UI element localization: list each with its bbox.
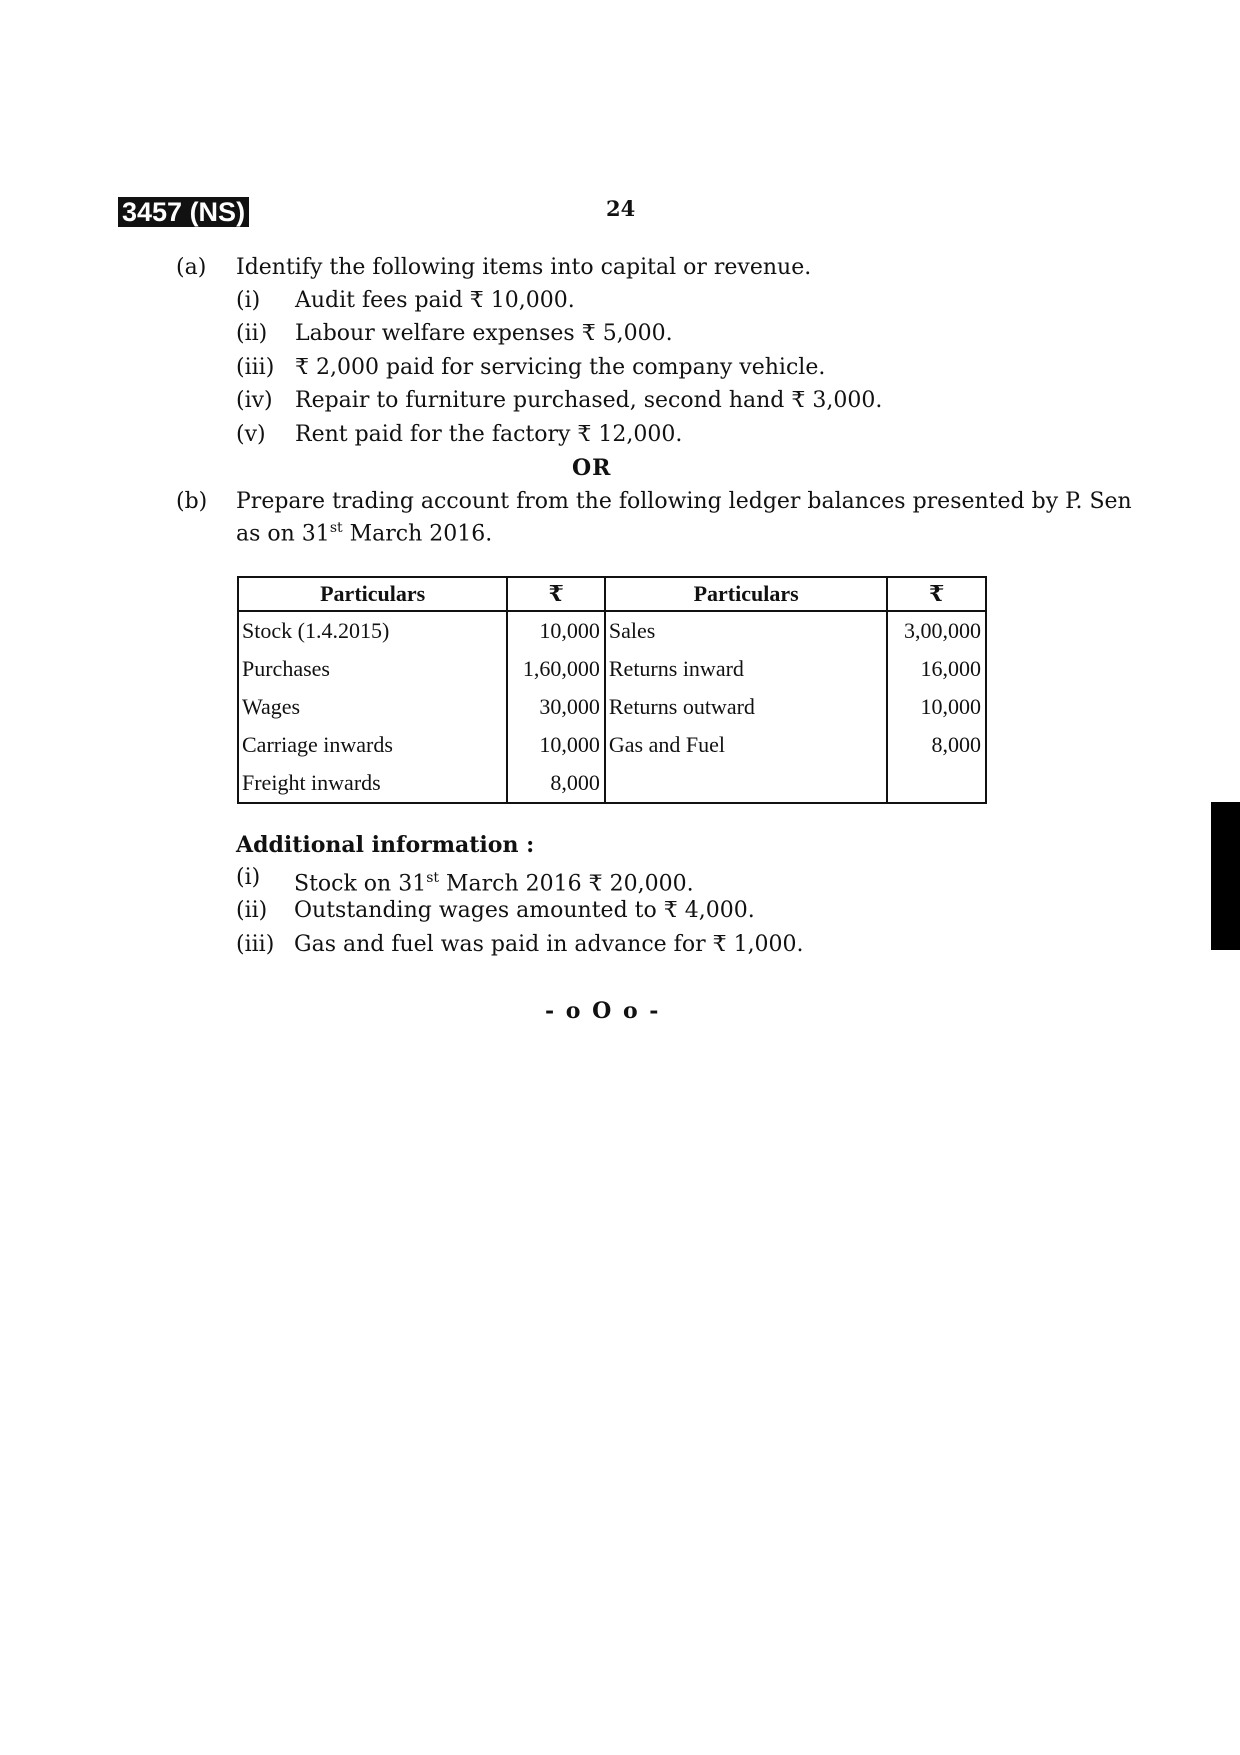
- item-text: Stock on 31st March 2016 ₹ 20,000.: [294, 870, 694, 897]
- table-cell: 30,000: [507, 688, 605, 726]
- table-row: [238, 688, 986, 726]
- item-text: Audit fees paid ₹ 10,000.: [295, 288, 575, 313]
- table-cell: Sales: [605, 611, 888, 650]
- item-number: (i): [236, 288, 261, 313]
- question-a-label: (a): [176, 255, 207, 280]
- table-cell: Returns inward: [605, 650, 888, 688]
- item-text: Repair to furniture purchased, second hand ₹ 3,000.: [295, 388, 883, 413]
- table-cell: Wages: [238, 688, 507, 726]
- table-cell: Returns outward: [605, 688, 888, 726]
- table-cell: Freight inwards: [238, 764, 507, 803]
- column-header: ₹: [507, 577, 605, 611]
- table-cell: 8,000: [507, 764, 605, 803]
- question-b-prompt-line1: Prepare trading account from the following ledger balances presented by P. Sen: [236, 489, 1132, 514]
- item-text: Outstanding wages amounted to ₹ 4,000.: [294, 898, 755, 923]
- paper-code-badge: 3457 (NS): [118, 197, 249, 227]
- table-cell: 10,000: [887, 688, 986, 726]
- item-number: (iii): [236, 355, 275, 380]
- page-edge-tab-marker: [1211, 802, 1240, 950]
- or-separator: OR: [572, 455, 612, 481]
- table-cell: Carriage inwards: [238, 726, 507, 764]
- table-row: [238, 650, 986, 688]
- ledger-balances-table: [237, 576, 987, 804]
- table-cell: 10,000: [507, 611, 605, 650]
- item-number: (ii): [236, 321, 268, 346]
- item-number: (iv): [236, 388, 273, 413]
- column-header: Particulars: [238, 577, 507, 611]
- item-text: Labour welfare expenses ₹ 5,000.: [295, 321, 673, 346]
- question-a-prompt: Identify the following items into capital or revenue.: [236, 255, 812, 280]
- table-cell: 16,000: [887, 650, 986, 688]
- table-cell: 8,000: [887, 726, 986, 764]
- item-number: (ii): [236, 898, 268, 923]
- table-cell: Gas and Fuel: [605, 726, 888, 764]
- question-b-prompt-line2: as on 31st March 2016.: [236, 520, 493, 547]
- question-b-label: (b): [176, 489, 208, 514]
- table-cell: [887, 764, 986, 803]
- table-cell: Stock (1.4.2015): [238, 611, 507, 650]
- table-row: [238, 764, 986, 803]
- page-number: 24: [606, 196, 636, 221]
- item-number: (i): [236, 865, 261, 890]
- item-number: (v): [236, 422, 266, 447]
- additional-info-heading: Additional information :: [236, 832, 535, 858]
- table-header-row: [238, 577, 986, 611]
- table-cell: Purchases: [238, 650, 507, 688]
- table-row: [238, 726, 986, 764]
- end-of-paper-mark: - o O o -: [545, 998, 661, 1024]
- item-text: ₹ 2,000 paid for servicing the company vehicle.: [295, 355, 826, 380]
- column-header: ₹: [887, 577, 986, 611]
- item-number: (iii): [236, 932, 275, 957]
- table-row: [238, 611, 986, 650]
- table-cell: 3,00,000: [887, 611, 986, 650]
- table-cell: 1,60,000: [507, 650, 605, 688]
- column-header: Particulars: [605, 577, 888, 611]
- item-text: Rent paid for the factory ₹ 12,000.: [295, 422, 683, 447]
- item-text: Gas and fuel was paid in advance for ₹ 1,000.: [294, 932, 804, 957]
- table-cell: 10,000: [507, 726, 605, 764]
- table-cell: [605, 764, 888, 803]
